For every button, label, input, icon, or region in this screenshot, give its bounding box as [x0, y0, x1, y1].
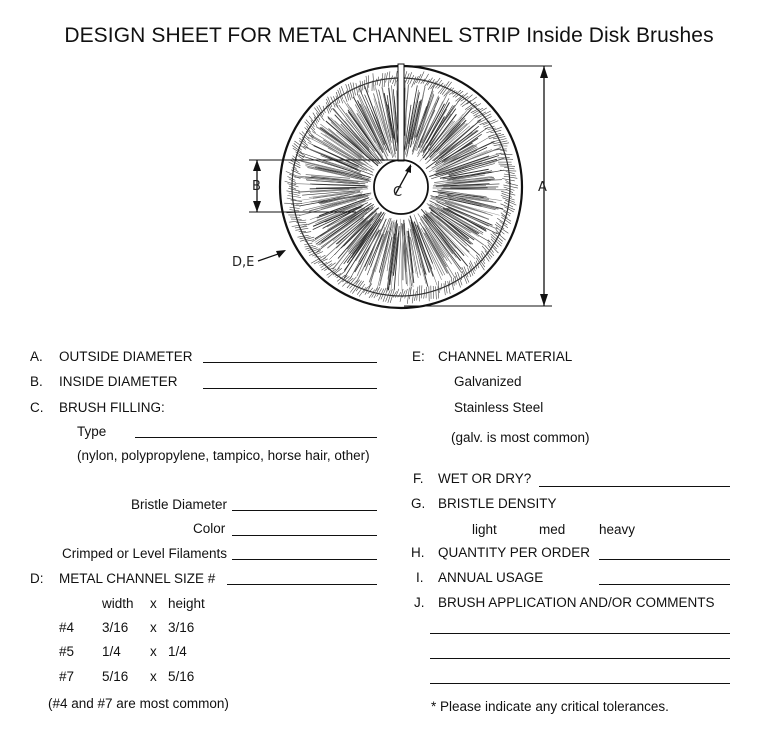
col-x-header: x [150, 596, 157, 611]
metal-channel-size-field[interactable] [227, 584, 377, 585]
col-height-header: height [168, 596, 205, 611]
color-label: Color [193, 521, 226, 536]
item-e-letter: E: [412, 349, 425, 364]
comments-field-line-2[interactable] [430, 658, 730, 659]
annual-usage-field[interactable] [599, 584, 730, 585]
comments-field-line-3[interactable] [430, 683, 730, 684]
dimension-de-arrow [276, 250, 286, 258]
density-option-light[interactable]: light [472, 522, 497, 537]
dimension-b-arrow-top [253, 160, 261, 171]
col-width-header: width [102, 596, 134, 611]
size-5-num: #5 [59, 644, 75, 659]
label-c: C [393, 185, 403, 200]
channel-gap [398, 64, 404, 161]
type-note: (nylon, polypropylene, tampico, horse hair, other) [77, 448, 370, 463]
item-b-letter: B. [30, 374, 43, 389]
size-7-height: 5/16 [168, 669, 195, 684]
size-5-x: x [150, 644, 157, 659]
size-4-x: x [150, 620, 157, 635]
metal-channel-size-label: METAL CHANNEL SIZE # [59, 571, 216, 586]
quantity-per-order-field[interactable] [599, 559, 730, 560]
item-h-letter: H. [411, 545, 425, 560]
wet-or-dry-label: WET OR DRY? [438, 471, 532, 486]
option-stainless-steel[interactable]: Stainless Steel [454, 400, 544, 415]
page-title: DESIGN SHEET FOR METAL CHANNEL STRIP Inside Disk Brushes [64, 24, 714, 47]
inside-diameter-field[interactable] [203, 388, 377, 389]
size-4-num: #4 [59, 620, 75, 635]
size-7-width: 5/16 [102, 669, 129, 684]
item-g-letter: G. [411, 496, 426, 511]
galv-common-note: (galv. is most common) [451, 430, 590, 445]
brush-filling-label: BRUSH FILLING: [59, 400, 165, 415]
tolerance-note: * Please indicate any critical tolerances. [431, 699, 669, 714]
size-5-height: 1/4 [168, 644, 187, 659]
color-field[interactable] [232, 535, 377, 536]
bristle-density-label: BRISTLE DENSITY [438, 496, 557, 511]
dimension-a-arrow-bottom [540, 294, 548, 306]
density-option-med[interactable]: med [539, 522, 566, 537]
crimped-field[interactable] [232, 559, 377, 560]
size-7-num: #7 [59, 669, 75, 684]
common-sizes-note: (#4 and #7 are most common) [48, 696, 229, 711]
size-4-height: 3/16 [168, 620, 195, 635]
size-5-width: 1/4 [102, 644, 121, 659]
bristle-diameter-label: Bristle Diameter [131, 497, 228, 512]
size-7-x: x [150, 669, 157, 684]
comments-field-line-1[interactable] [430, 633, 730, 634]
outside-diameter-field[interactable] [203, 362, 377, 363]
brush-application-label: BRUSH APPLICATION AND/OR COMMENTS [438, 595, 715, 610]
type-label: Type [77, 424, 107, 439]
item-d-letter: D: [30, 571, 44, 586]
label-de: D,E [232, 255, 255, 270]
annual-usage-label: ANNUAL USAGE [438, 570, 544, 585]
item-j-letter: J. [414, 595, 425, 610]
item-i-letter: I. [416, 570, 424, 585]
item-a-letter: A. [30, 349, 43, 364]
crimped-label: Crimped or Level Filaments [62, 546, 228, 561]
dimension-b-arrow-bottom [253, 201, 261, 212]
outside-diameter-label: OUTSIDE DIAMETER [59, 349, 193, 364]
item-f-letter: F. [413, 471, 424, 486]
disk-brush-diagram [0, 0, 764, 330]
inside-diameter-label: INSIDE DIAMETER [59, 374, 178, 389]
channel-material-label: CHANNEL MATERIAL [438, 349, 573, 364]
bristle-diameter-field[interactable] [232, 510, 377, 511]
label-a: A [538, 180, 547, 195]
type-field[interactable] [135, 437, 377, 438]
wet-or-dry-field[interactable] [539, 486, 730, 487]
density-option-heavy[interactable]: heavy [599, 522, 636, 537]
quantity-per-order-label: QUANTITY PER ORDER [438, 545, 591, 560]
dimension-a-arrow-top [540, 66, 548, 78]
label-b: B [252, 179, 261, 194]
item-c-letter: C. [30, 400, 44, 415]
size-4-width: 3/16 [102, 620, 129, 635]
option-galvanized[interactable]: Galvanized [454, 374, 522, 389]
